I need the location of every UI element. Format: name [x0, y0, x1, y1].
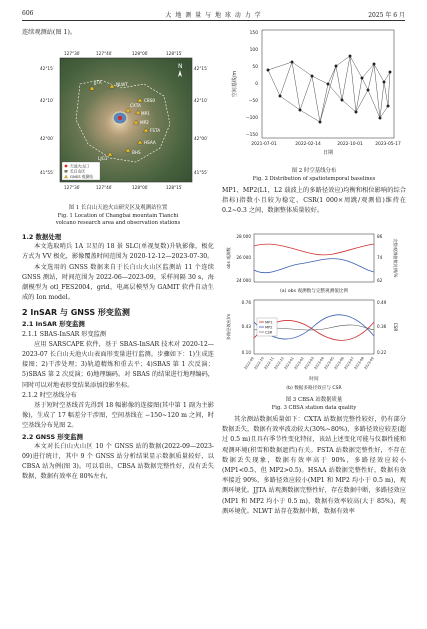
station-label: CBS0: [144, 98, 156, 103]
fig2-ylabel: 空间基线/m: [232, 70, 238, 98]
fig3a-plot-area: [254, 234, 374, 282]
crater-legend-icon: [65, 165, 68, 168]
fig2-ytick: −50: [248, 99, 258, 104]
section-2-2-title: 2.2 GNSS 形变监测: [22, 432, 83, 441]
fig3a-caption: (a) obs 观测数与完整观测值比例: [280, 289, 348, 294]
acquisition-point: [341, 99, 344, 102]
acquisition-point: [355, 111, 358, 114]
fig3-xtick: 2022-11: [263, 356, 275, 371]
fig1-caption-en-1: Fig. 1 Location of Changbai mountain Tianchi: [57, 212, 179, 219]
station-label: NLWT: [116, 82, 128, 87]
acquisition-point: [311, 75, 314, 78]
fig3-xtick: 2023-04: [313, 356, 325, 371]
left-column-body: [22, 232, 214, 483]
right-column-para-1: [222, 186, 406, 217]
fig3b-ylabel-right: CSR: [393, 322, 398, 332]
section-2-1-2-para: 基于短时空基线首先得到 18 幅影像的连接图(其中第 1 副为主影像)，生成了 17 幅差分干涉图，空间基线在 −150~120 m 之间，时空基线分布见图 2。: [22, 402, 214, 430]
fig3b-ytick: 0.43: [241, 324, 251, 329]
fig3-xtick: 2023-08: [353, 356, 365, 371]
legend-csr: CSR: [265, 330, 273, 335]
lat-tick-right: 42°00′: [194, 136, 208, 141]
fig1-caption-cn: 图 1 长白山天池火山研究区及观测站位置: [68, 205, 168, 211]
intro-line: 连续观测站(图 1)。: [22, 29, 77, 36]
section-1-2-title: 1.2 数据处理: [22, 233, 62, 241]
fig3-xtick: 2023-03: [303, 356, 315, 371]
station-label: MP2: [140, 120, 149, 125]
legend-mp1: MP1: [265, 320, 273, 325]
fig3-xtick: 2023-01: [283, 356, 295, 371]
lat-tick-left: 42°10′: [40, 98, 54, 103]
fig3-xtick: 2023-07: [343, 356, 355, 371]
fig2-ytick: −150: [245, 133, 258, 138]
fig3b-ytick: 0.10: [241, 350, 251, 355]
acquisition-point: [367, 89, 370, 92]
station-label: MP1: [141, 111, 150, 116]
fig3-xlabel: 时间: [309, 377, 319, 382]
acquisition-point: [327, 83, 330, 86]
station-label: JJTA: [94, 80, 102, 85]
fig2-xtick: 2021-07-01: [251, 142, 277, 147]
acquisition-point: [389, 71, 392, 74]
figure-2-caption: [222, 168, 406, 183]
fig3b-caption: (b) 数据多路径效应与 CSR: [286, 386, 342, 391]
legend-mp2: MP2: [265, 325, 273, 330]
fig3-xtick: 2022-12: [273, 356, 285, 371]
page-number: 606: [22, 10, 34, 17]
legend-region: 长白山区: [70, 168, 86, 174]
figure-1-map: [40, 44, 210, 204]
lat-tick-left: 42°15′: [40, 66, 54, 71]
figure-3-data-quality: [224, 226, 404, 396]
fig3-caption-cn: 图 3 CBSA 站数据质量: [285, 397, 343, 403]
fig2-ytick: 50: [252, 65, 258, 70]
acquisition-point: [349, 55, 352, 58]
issue-date: 2025 年 6 月: [368, 12, 405, 19]
acquisition-point: [387, 105, 390, 108]
left-column-intro: [22, 28, 214, 38]
acquisition-point: [291, 61, 294, 64]
station-label: HSAA: [144, 140, 156, 145]
acquisition-point: [319, 121, 322, 124]
north-arrow-icon: N: [178, 63, 183, 70]
figure-3-caption: [222, 397, 406, 412]
fig3a-ytick: 28 000: [236, 234, 251, 239]
fig3-xtick: 2023-06: [333, 356, 345, 371]
acquisition-point: [373, 63, 376, 66]
crater-marker: [118, 116, 122, 120]
fig2-caption-cn: 图 2 时空基线分布: [291, 168, 337, 174]
acquisition-point: [379, 117, 382, 120]
station-label: CXTA: [130, 103, 141, 108]
header-rule: [22, 20, 405, 21]
figure-1-caption: [22, 205, 214, 227]
lon-tick-top: 127°40′: [96, 51, 113, 56]
acquisition-point: [335, 65, 338, 68]
acquisition-point: [361, 77, 364, 80]
fig3-xtick: 2023-02: [293, 356, 305, 371]
lat-tick-left: 42°00′: [40, 136, 54, 141]
section-1-2-para-2: 本文选用的 GNSS 数据来自于长白山火山区监测站 11 个连续 GNSS 测站，时间范围为 2022-06—2023-09，采样间隔 30 s，海潮模型为 otl_FES2004，grid，电离层模型为 GAMIT 软件自动生成的 Ion model。: [22, 263, 214, 302]
station-label: FSTA: [150, 128, 161, 133]
fig3a-ylabel-right: 完整观测值数比例/%: [393, 238, 398, 278]
fig3a-rtick: 86: [377, 234, 383, 239]
figure-2-baseline-chart: [228, 26, 404, 168]
fig3a-ytick: 24 000: [236, 278, 251, 283]
fig3b-ytick: 0.76: [241, 300, 251, 305]
acquisition-point: [267, 69, 270, 72]
journal-title: 大 地 测 量 与 地 球 动 力 学: [165, 12, 262, 19]
fig3b-rtick: 0.22: [377, 350, 387, 355]
acquisition-point: [299, 109, 302, 112]
lon-tick-bottom: 127°30′: [64, 185, 81, 190]
fig2-xtick: 2023-05-17: [375, 142, 401, 147]
legend-station: GNSS 观测站: [70, 174, 94, 179]
lon-tick-top: 128°15′: [166, 51, 183, 56]
fig1-caption-en-2: volcano research area and observation stations: [55, 219, 181, 226]
fig2-xtick: 2022-10-01: [337, 142, 363, 147]
fig2-xtick: 2022-02-14: [295, 142, 321, 147]
acquisition-point: [279, 95, 282, 98]
fig3-xtick: 2023-05: [323, 356, 335, 371]
fig3b-rtick: 0.36: [377, 324, 387, 329]
fig2-ytick: −100: [245, 116, 258, 121]
fig2-ytick: 150: [249, 31, 258, 36]
region-legend-icon: [65, 170, 68, 173]
legend-crater: 天池火山口: [70, 163, 89, 169]
section-2-1-2-title: 2.1.2 时空基线分布: [22, 391, 77, 399]
lon-tick-bottom: 128°00′: [132, 185, 149, 190]
section-2-1-1-title: 2.1.1 SBAS-InSAR 形变监测: [22, 330, 107, 338]
right-para-1: MP1、MP2(L1，L2 载波上的多路径效应)均衡和相位影响的综合指标)指数小且较为稳定，CSR(1 000×周跳/观测值)维持在 0.2~0.3 之间，数据整体质量较好。: [222, 187, 406, 215]
section-2-1-title: 2.1 InSAR 形变监测: [22, 320, 85, 329]
fig2-ytick: 100: [249, 48, 258, 53]
lat-tick-right: 41°55′: [194, 170, 208, 175]
fig3-xtick: 2023-09: [363, 356, 375, 371]
right-column-para-2: [222, 415, 406, 517]
section-2-1-1-para: 应用 SARSCAPE 软件，基于 SBAS-InSAR 技术对 2020-12—2023-07 长白山天池火山表面形变量进行监测。步骤如下：1)生成连接图；2)干涉处理；3)轨道精炼和重去平；4)SBAS 第 1 次反演；5)SBAS 第 2 次反演；6)地理编码。对 SBAS 的结果进行地理编码，同时可以对地表形变结果添加投影坐标。: [22, 340, 214, 389]
lon-tick-top: 127°30′: [64, 51, 81, 56]
fig3a-rtick: 62: [377, 278, 383, 283]
fig3a-ylabel-left: obs 观测数: [226, 247, 231, 269]
section-1-2-para-1: 本文选取哨兵 1A 卫星的 18 景 SLC(单视复数)升轨影像，极化方式为 VV 极化，影像覆盖时间范围为 2020-12-12—2023-07-30。: [22, 243, 214, 261]
lon-tick-bottom: 128°15′: [166, 185, 183, 190]
fig3a-rtick: 74: [377, 255, 383, 260]
lat-tick-right: 42°10′: [194, 98, 208, 103]
fig2-caption-en: Fig. 2 Distribution of spatiotemporal baselines: [252, 175, 376, 182]
station-label: BHS: [132, 150, 141, 155]
lat-tick-left: 41°55′: [40, 170, 54, 175]
fig2-xlabel: 日期: [322, 150, 334, 156]
lon-tick-bottom: 127°40′: [96, 185, 113, 190]
fig3-xtick: 2022-09: [243, 356, 255, 371]
fig3a-ytick: 26 000: [236, 255, 251, 260]
section-2-2-para: 本文对长白山火山区 10 个 GNSS 站的数据(2022-09—2023-09)进行统计，其中 9 个 GNSS 站分析结果显示数据质量较好，以 CBSA 站为例(图 3)。可以看出，CBSA 站数据完整性好，没有丢失数据，数据有效率在 80%左右，: [22, 442, 214, 481]
lat-tick-right: 42°15′: [194, 66, 208, 71]
station-label: LJG1: [98, 156, 108, 161]
acquisition-point: [383, 81, 386, 84]
fig3-caption-en: Fig. 3 CBSA station data quality: [271, 404, 357, 411]
fig3b-ylabel-left: 多路径效应/m: [226, 313, 231, 341]
fig3b-rtick: 0.49: [377, 300, 387, 305]
right-para-2: 其余测站数据质量如下：CXTA 站数据完整性较好，仍有部分数据丢失，数据有效率波动较大(30%~80%)，多路径效应较差(超过 0.5 m)且具有季节性变化特征，该站上述变化可能与仪器性能和观测环境(积雪和数据遮挡)有关。FSTA 站数据完整性好，不存在数据丢失现象，数据有效率高于 90%，多路径效应较小(MP1<0.5，但 MP2>0.5)。HSAA 站数据完整性好，数据有效率接近 90%，多路径效应较小(MP1 和 MP2 均小于 0.5 m)，观测环境优。JJTA 站观测数据完整性好，存在数据中断，多路径效应(MP1 和 MP2 均小于 0.5 m)，数据有效率较高(大于 85%)，观测环境优。NLWT 站存在数据中断，数据有效率: [222, 416, 406, 515]
fig2-ytick: 0: [255, 82, 258, 87]
fig3-xtick: 2022-10: [253, 356, 265, 371]
section-2-title: 2 InSAR 与 GNSS 形变监测: [22, 308, 130, 318]
lon-tick-top: 128°00′: [132, 51, 149, 56]
